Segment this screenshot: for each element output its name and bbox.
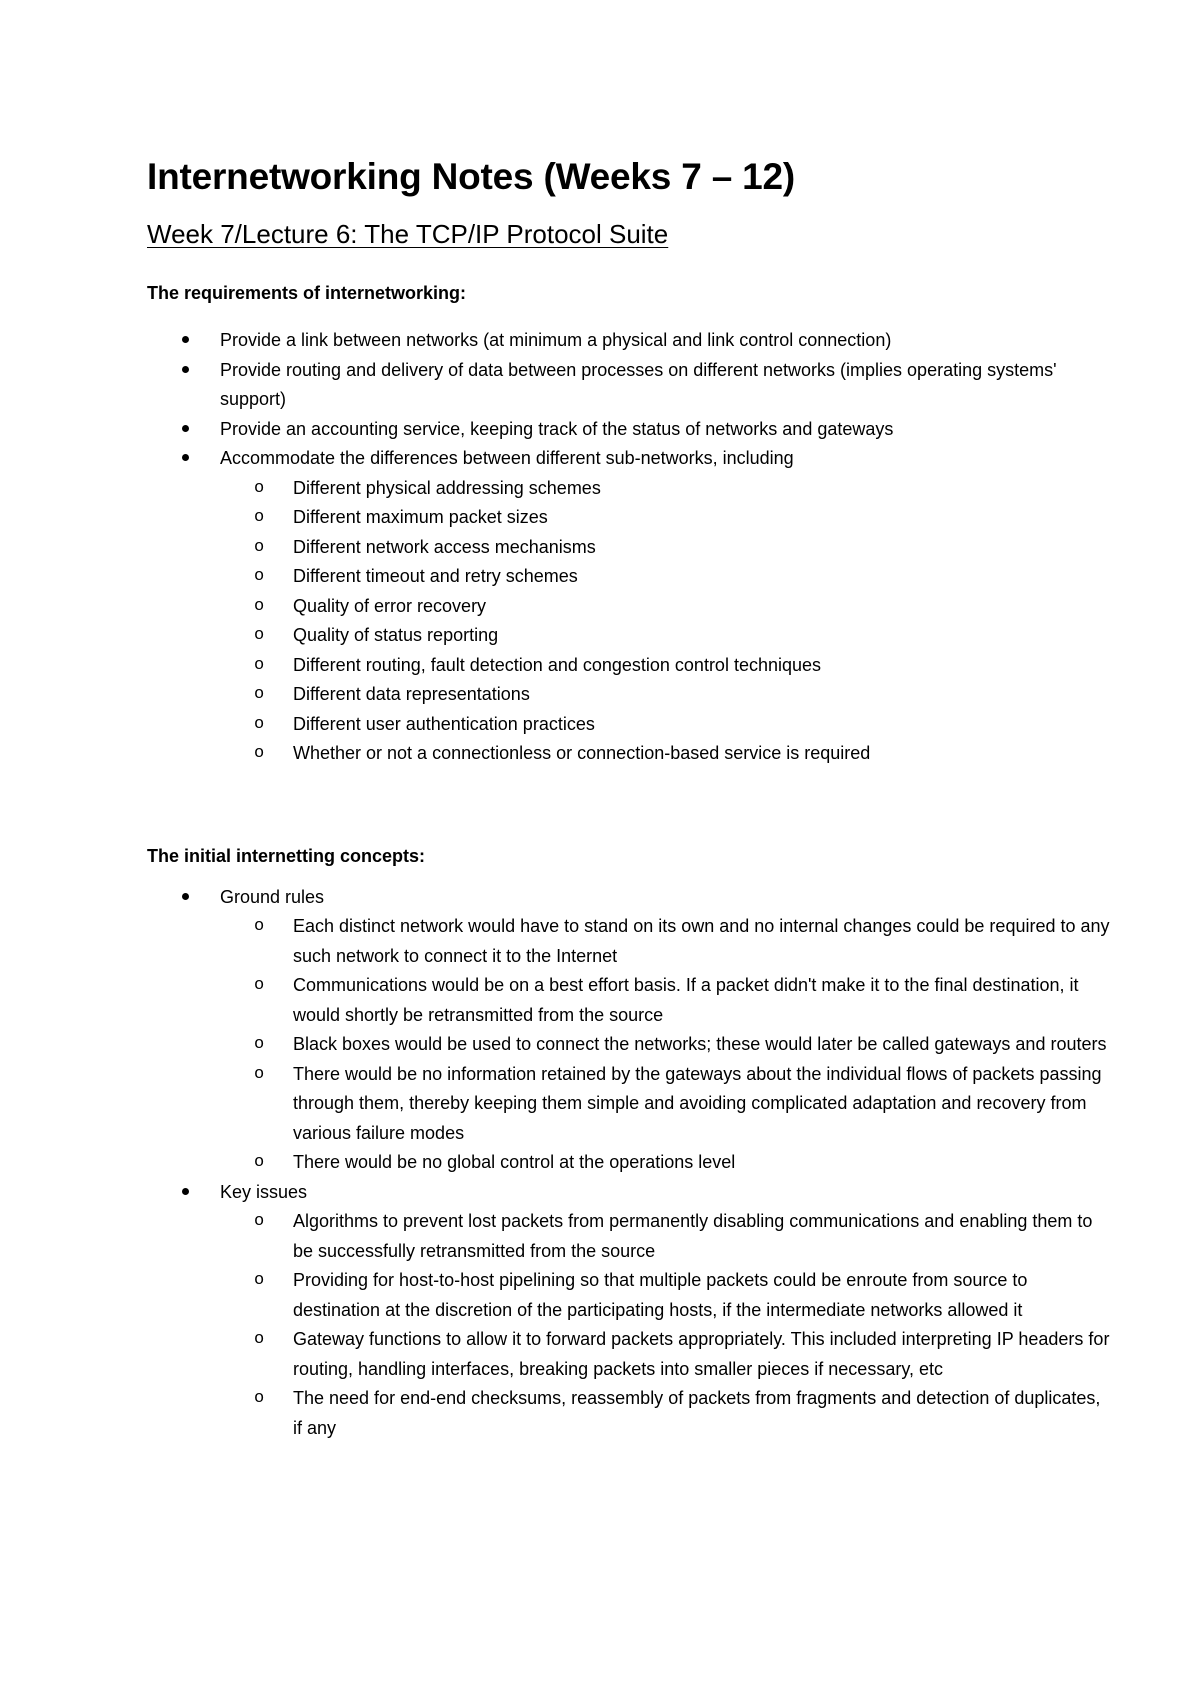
circle-bullet-icon: o [254, 596, 265, 616]
bullet-icon [182, 1188, 189, 1195]
sublist-item-text: Quality of status reporting [293, 625, 499, 645]
sublist-item [220, 651, 1120, 681]
bullet-icon [182, 425, 189, 432]
list-item [147, 883, 1120, 1178]
circle-bullet-icon: o [254, 1064, 265, 1084]
bullet-icon [182, 893, 189, 900]
circle-bullet-icon: o [254, 685, 265, 704]
list-item [147, 326, 1120, 356]
circle-bullet-icon: o [254, 655, 265, 675]
list-item-text: Provide a link between networks (at minimum a physical and link control connection) [220, 330, 892, 350]
sublist-item [220, 1266, 1120, 1325]
circle-bullet-icon: o [254, 626, 265, 645]
bullet-icon [182, 366, 189, 373]
sublist-item-text: Communications would be on a best effort basis. If a packet didn't make it to the final destination, it would shortly be retransmitted from the source [293, 975, 1079, 1025]
sublist-item [220, 621, 1120, 651]
sublist-item [220, 1148, 1120, 1178]
sublist-item [220, 592, 1120, 622]
circle-bullet-icon: o [254, 1153, 265, 1172]
sublist-item [220, 680, 1120, 710]
section-heading-requirements: The requirements of internetworking: [147, 283, 467, 303]
sublist-item-text: The need for end-end checksums, reassembly of packets from fragments and detection of duplicates, if any [293, 1388, 1101, 1438]
section-heading-concepts: The initial internetting concepts: [147, 845, 426, 866]
sublist-item [220, 503, 1120, 533]
sublist-item-text: Gateway functions to allow it to forward packets appropriately. This included interpreting IP headers for routing, handling interfaces, breaking packets into smaller pieces if necessary, etc [293, 1329, 1110, 1379]
circle-bullet-icon: o [254, 1035, 265, 1054]
sublist [220, 912, 1120, 1178]
sublist-item [220, 710, 1120, 740]
sublist-item-text: Different routing, fault detection and congestion control techniques [293, 654, 822, 675]
sublist-item-text: Different timeout and retry schemes [293, 566, 578, 586]
list-item [147, 356, 1120, 415]
sublist [220, 1207, 1120, 1443]
sublist-item-text: Providing for host-to-host pipelining so that multiple packets could be enroute from source to destination at the discretion of the participating hosts, if the intermediate networks allowed it [293, 1270, 1028, 1320]
list-item [147, 1178, 1120, 1444]
circle-bullet-icon: o [254, 714, 265, 734]
sublist-item [220, 971, 1120, 1030]
sublist-item [220, 912, 1120, 971]
list-item-text: Provide routing and delivery of data between processes on different networks (implies operating systems' support) [220, 359, 1057, 409]
sublist-item-text: Quality of error recovery [293, 595, 487, 616]
circle-bullet-icon: o [254, 537, 265, 557]
list-item-text: Provide an accounting service, keeping track of the status of networks and gateways [220, 418, 894, 439]
list-item-text: Ground rules [220, 886, 325, 907]
sublist-item-text: Different network access mechanisms [293, 536, 596, 557]
sublist-item-text: Different physical addressing schemes [293, 477, 601, 498]
circle-bullet-icon: o [254, 1271, 265, 1290]
list-item-text: Key issues [220, 1181, 308, 1202]
circle-bullet-icon: o [254, 478, 265, 498]
circle-bullet-icon: o [254, 1389, 265, 1408]
concepts-list [147, 883, 1120, 1444]
bullet-icon [182, 336, 189, 343]
sublist-item [220, 739, 1120, 769]
sublist-item [220, 1207, 1120, 1266]
sublist [220, 474, 1120, 769]
sublist-item-text: Different user authentication practices [293, 713, 595, 734]
circle-bullet-icon: o [254, 1212, 265, 1231]
list-item [147, 415, 1120, 445]
circle-bullet-icon: o [254, 976, 265, 995]
document-title: Internetworking Notes (Weeks 7 – 12) [147, 156, 796, 197]
list-item [147, 444, 1120, 769]
sublist-item-text: Different maximum packet sizes [293, 507, 548, 527]
circle-bullet-icon: o [254, 1330, 265, 1349]
sublist-item [220, 533, 1120, 563]
sublist-item-text: Whether or not a connectionless or connection-based service is required [293, 743, 871, 763]
circle-bullet-icon: o [254, 567, 265, 586]
list-item-text: Accommodate the differences between different sub-networks, including [220, 448, 794, 468]
bullet-icon [182, 454, 189, 461]
sublist-item-text: Each distinct network would have to stand on its own and no internal changes could be required to any such network to connect it to the Internet [293, 916, 1110, 966]
circle-bullet-icon: o [254, 508, 265, 527]
requirements-list [147, 326, 1120, 769]
sublist-item-text: There would be no information retained by the gateways about the individual flows of packets passing through them, thereby keeping them simple and avoiding complicated adaptation and recovery from various failure modes [293, 1063, 1102, 1143]
sublist-item [220, 1030, 1120, 1060]
sublist-item-text: There would be no global control at the operations level [293, 1152, 736, 1172]
sublist-item [220, 1384, 1120, 1443]
sublist-item-text: Algorithms to prevent lost packets from permanently disabling communications and enabling them to be successfully retransmitted from the source [293, 1211, 1093, 1261]
sublist-item [220, 562, 1120, 592]
sublist-item-text: Different data representations [293, 684, 530, 704]
circle-bullet-icon: o [254, 917, 265, 936]
sublist-item-text: Black boxes would be used to connect the networks; these would later be called gateways and routers [293, 1034, 1107, 1054]
sublist-item [220, 1325, 1120, 1384]
lecture-heading: Week 7/Lecture 6: The TCP/IP Protocol Suite [147, 219, 669, 249]
circle-bullet-icon: o [254, 744, 265, 763]
sublist-item [220, 474, 1120, 504]
sublist-item [220, 1060, 1120, 1149]
